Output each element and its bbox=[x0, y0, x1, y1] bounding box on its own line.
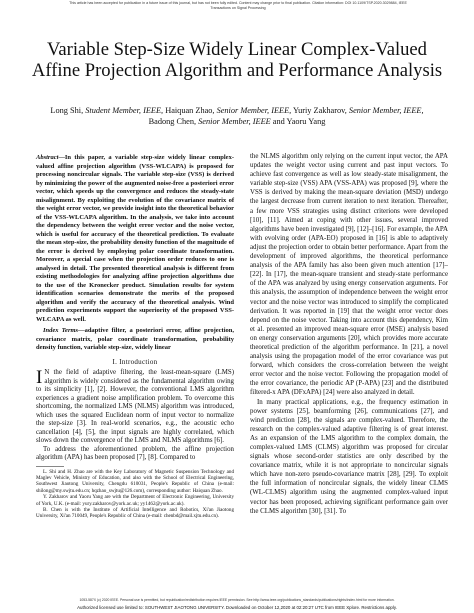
accepted-banner bbox=[34, 1, 442, 11]
author-line-2 bbox=[34, 116, 440, 127]
left-column bbox=[36, 154, 234, 520]
author-name-1: Long Shi, bbox=[50, 106, 86, 115]
footnote-divider bbox=[36, 466, 64, 467]
footnote-1: L. Shi and H. Zhao are with the Key Laboratory of Magnetic Suspension Technology and Maglev Vehicle, Ministry of Education, and also with the School of Electrical Engineering, Southwest Jiaotong University, Chengdu 610031, People's Republic of China (e-mail: shilong@my.swjtu.edu.cn; hqzhao_swjtu@126.com), corresponding author: Haiquan Zhao. bbox=[36, 468, 234, 494]
author-role-4: Senior Member, IEEE bbox=[198, 117, 271, 126]
banner-line-1: This article has been accepted for publication in a future issue of this journal, but has not been fully edited. Content may change prior to final publication. Citation information: DOI 10.1109/TSP.2020.3029884, IEEE bbox=[69, 1, 407, 5]
index-terms-label: Index Terms bbox=[43, 327, 79, 334]
banner-line-2: Transactions on Signal Processing bbox=[210, 6, 266, 10]
author-name-3: Yuriy Zakharov, bbox=[291, 106, 349, 115]
author-role-2: Senior Member, IEEE, bbox=[216, 106, 292, 115]
author-role-1: Student Member, IEEE, bbox=[85, 106, 164, 115]
footnote-2: Y. Zakharov and Yaoru Yang are with the Department of Electronic Engineering, University of York, U.K. (e-mail: yury.zakharov@york.ac.uk; yy1462@york.ac.uk). bbox=[36, 494, 234, 507]
footnote-3: B. Chen is with the Institute of Artificial Intelligence and Robotics, Xi'an Jiaotong University, Xi'an 710049, People's Republic of China (e-mail: chenbd@mail.xjtu.edu.cn). bbox=[36, 506, 234, 520]
paper-title: Variable Step-Size Widely Linear Complex-Valued Affine Projection Algorithm and Performance Analysis bbox=[31, 39, 443, 81]
abstract-text: —In this paper, a variable step-size widely linear complex-valued affine projection algorithm (VSS-WLCAPA) is proposed for processing noncircular signals. The variable step-size (VSS) is derived by minimizing the power of the augmented noise-free a posteriori error vector, which speeds up the convergence and reduces the steady-state misalignment. By exploiting the evolution of the covariance matrix of the weight error vector, we provide insight into the theoretical behavior of the VSS-WLCAPA algorithm. In the analysis, we take into account the dependency between the weight error vector and the noise vector, which is useful for accuracy of the theoretical prediction. To evaluate the mean step-size, the probability density function of the magnitude of the error is derived by employing polar coordinate transformation. Moreover, a special case when the projection order reduces to one is analysed in detail. The presented theoretical analysis is different from existing methodologies for analyzing affine projection algorithms due to the use of the Kronecker product. Simulation results for system identification scenarios demonstrate the merits of the proposed algorithm and verify the accuracy of the theoretical analysis. Wind prediction experiments support the superiority of the proposed VSS-WLCAPA as well. bbox=[36, 154, 234, 323]
author-name-2: Haiquan Zhao, bbox=[163, 106, 217, 115]
author-name-4: Badong Chen, bbox=[148, 117, 199, 126]
intro-paragraph-2: To address the aforementioned problem, the affine projection algorithm (APA) has been proposed [7], [8]. Compared to bbox=[36, 445, 234, 461]
abstract-label: Abstract bbox=[36, 154, 59, 161]
author-name-5: and Yaoru Yang bbox=[270, 117, 326, 126]
right-paragraph-1: the NLMS algorithm only relying on the current input vector, the APA updates the weight vector using current and past input vectors. To achieve fast convergence as well as low steady-state misalignment, the variable step-size (VSS) APA (VSS-APA) was proposed [9], where the VSS is derived by making the mean-square deviation (MSD) undergo the largest decrease from current iteration to next iteration. Thereafter, a few more VSS strategies using distinct criterions were developed [10], [11]. Aimed at coping with other issues, several improved algorithms have been investigated [9], [12]–[16]. For example, the APA with evolving order (APA-EO) proposed in [16] is able to adaptively adjust the projection order to obtain better performance. Apart from the development of improved algorithms, the theoretical performance analysis of the APA family has also been given much attention [17]–[22]. In [17], the mean-square transient and steady-state performance of the APA was analyzed by using energy conservation arguments. For this analysis, the assumption of independence between the weight error vector and the noise vector was introduced to simplify the complicated derivation. It was reported in [19] that the weight error vector does depend on the noise vector. Taking into account this dependency, Kim et al. presented an improved mean-square error (MSE) analysis based on energy conservation arguments [20], which provides more accurate theoretical prediction of the algorithm performance. In [21], a novel analysis using the propagation model of the error covariance was put forward, which considers the cross-correlation between the weight error vector and the noise vector. Following the propagation model of the error covariance, the periodic AP (P-APA) [23] and the distributed filtered-x APA (DFxAPA) [24] were also analyzed in detail. bbox=[250, 153, 448, 397]
intro-paragraph-1-text: N the field of adaptive filtering, the least-mean-square (LMS) algorithm is widely considered as the fundamental algorithm owing to its simplicity [1], [2]. However, the conventional LMS algorithm experiences a gradient noise amplification problem. To overcome this shortcoming, the normalized LMS (NLMS) algorithm was introduced, which uses the squared Euclidean norm of input vector to normalize the step-size [3]. In real-world scenarios, e.g., the acoustic echo cancellation [4], [5], the input signals are highly correlated, which slows down the convergence of the LMS and NLMS algorithms [6]. bbox=[36, 369, 234, 444]
abstract bbox=[36, 154, 234, 324]
index-terms-text: —adaptive filter, a posteriori error, affine projection, covariance matrix, polar coordinate transformation, probability density function, variable step-size, widely linear bbox=[36, 327, 235, 351]
author-line-1 bbox=[34, 105, 440, 116]
author-role-3: Senior Member, IEEE, bbox=[348, 106, 424, 115]
author-list bbox=[34, 105, 440, 127]
download-notice: Authorized licensed use limited to: SOUTHWEST JIAOTONG UNIVERSITY. Downloaded on October 12,2020 at 02:20:27 UTC from IEEE Xplore. Restrictions apply. bbox=[77, 605, 397, 610]
intro-paragraph-1 bbox=[36, 369, 234, 446]
index-terms bbox=[36, 327, 234, 353]
section-heading-introduction: I. Introduction bbox=[112, 357, 158, 366]
copyright-footer: 1053-587X (c) 2020 IEEE. Personal use is permitted, but republication/redistribution requires IEEE permission. See http://www.ieee.org/publications_standards/publications/rights/index.html for more information. bbox=[79, 598, 395, 602]
drop-cap: I bbox=[36, 367, 43, 388]
right-paragraph-2: In many practical applications, e.g., the frequency estimation in power systems [25], beamforming [26], communications [27], and wind prediction [28], the signals are complex-valued. Therefore, the research on the complex-valued adaptive filtering is of great interest. As an expansion of the LMS algorithm to the complex domain, the complex-valued LMS (CLMS) algorithm was proposed for circular signals whose second-order statistics are only described by the covariance matrix, while it is not appropriate to noncircular signals which have non-zero pseudo-covariance matrix [28], [29]. To exploit the full information of noncircular signals, the widely linear CLMS (WL-CLMS) algorithm using the augmented complex-valued input vector has been proposed, achieving significant performance gain over the CLMS algorithm [30], [31]. To bbox=[250, 398, 448, 515]
right-column bbox=[250, 152, 448, 516]
